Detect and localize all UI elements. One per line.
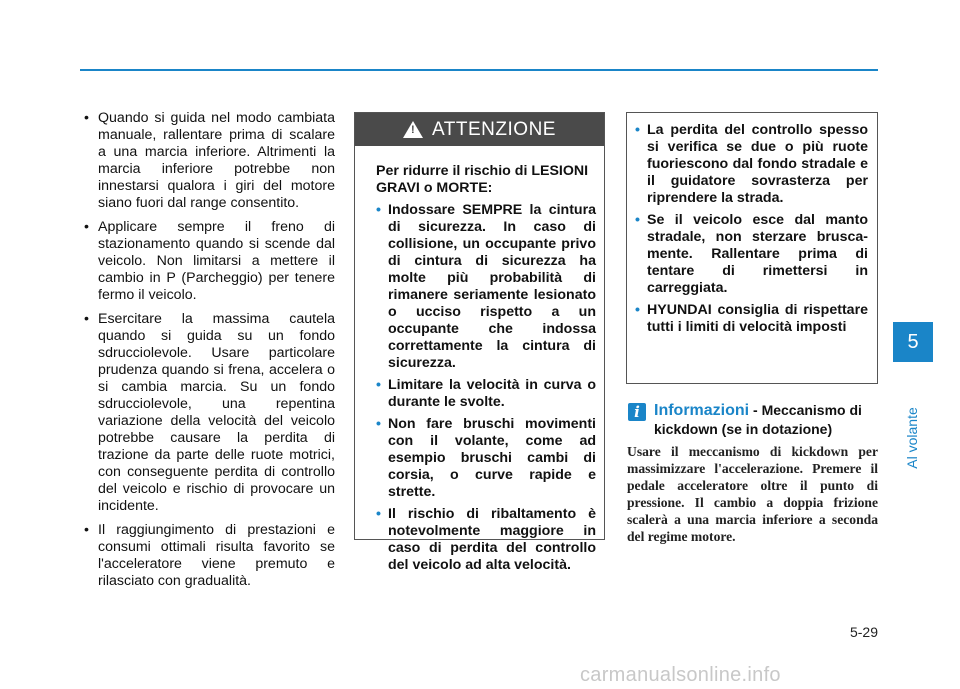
warning-body	[355, 146, 604, 574]
info-title: Informazioni - Meccanismo di kickdown (se in dotazione)	[654, 402, 862, 437]
list-item: • Applicare sempre il freno di stazionamento quando si scende dal veicolo. Non limitarsi a mettere il cambio in P (Parcheggio) per tenere fermo il veicolo.	[84, 219, 335, 303]
warning-item: • Indossare SEMPRE la cintura di sicurezza. In caso di collisione, un occupante privo di cintura di sicurezza ha molte più probabilità di rimanere seriamente lesionato o ucciso rispetto a un occupante che indossa correttamente la cintura di sicurezza.	[376, 202, 596, 371]
warning-continued-box	[626, 112, 878, 384]
info-icon: i	[628, 403, 646, 421]
warning-title: ATTENZIONE	[432, 118, 556, 140]
warning-box	[354, 112, 605, 573]
warning-item: • Limitare la velocità in curva o durante le svolte.	[376, 377, 596, 410]
warning-item: • Il rischio di ribaltamento è notevolmente maggiore in caso di perdita del controllo del veicolo ad alta velocità.	[376, 506, 596, 573]
list-item: • Esercitare la massima cautela quando si guida su un fondo sdrucciolevole. Usare particolare prudenza quando si frena, accelera o si cambia marcia. Su un fondo sdrucciolevole, una repentina variazione della velocità del veicolo potrebbe causare la perdita di trazione da parte delle ruote motrici, con conseguente perdita di controllo del veicolo e rischio di provocare un incidente.	[84, 311, 335, 514]
page-number: 5-29	[849, 624, 878, 640]
chapter-label: Al volante	[904, 407, 920, 469]
warning-header	[355, 113, 604, 146]
list-item: • Quando si guida nel modo cambiata manuale, rallentare prima di scalare a una marcia inferiore. Altrimenti la marcia inferiore potrebbe non innestarsi qualora i giri del motore siano fuori dal range consentito.	[84, 110, 335, 211]
info-body: Usare il meccanismo di kickdown per massimizzare l'accelerazione. Premere il pedale acceleratore oltre il punto di pressione. Il cambio a doppia frizione scalerà a una marcia inferiore a seconda del regime motore.	[627, 444, 878, 544]
warning-item: • Se il veicolo esce dal manto stradale, non sterzare brusca-mente. Rallentare prima di tentare di rimettersi in carreggiata.	[635, 212, 868, 296]
warning-item: • Non fare bruschi movimenti con il volante, come ad esempio bruschi cambi di corsia, o curve rapide e strette.	[376, 416, 596, 500]
warning-intro: Per ridurre il rischio di LESIONI GRAVI o MORTE:	[376, 163, 589, 196]
warning-item: • HYUNDAI consiglia di rispettare tutti i limiti di velocità imposti	[635, 302, 868, 335]
top-rule	[80, 69, 878, 71]
chapter-tab: 5	[893, 322, 933, 362]
list-item: • Il raggiungimento di prestazioni e consumi ottimali risulta favorito se l'acceleratore viene premuto e rilasciato con gradualità.	[84, 522, 335, 589]
warning-item: • La perdita del controllo spesso si verifica se due o più ruote fuoriescono dal fondo stradale e il guidatore sovrasterza per riprendere la strada.	[635, 122, 868, 206]
watermark: carmanualsonline.info	[580, 664, 781, 686]
warning-triangle-icon: !	[403, 121, 423, 138]
left-column	[80, 110, 335, 597]
